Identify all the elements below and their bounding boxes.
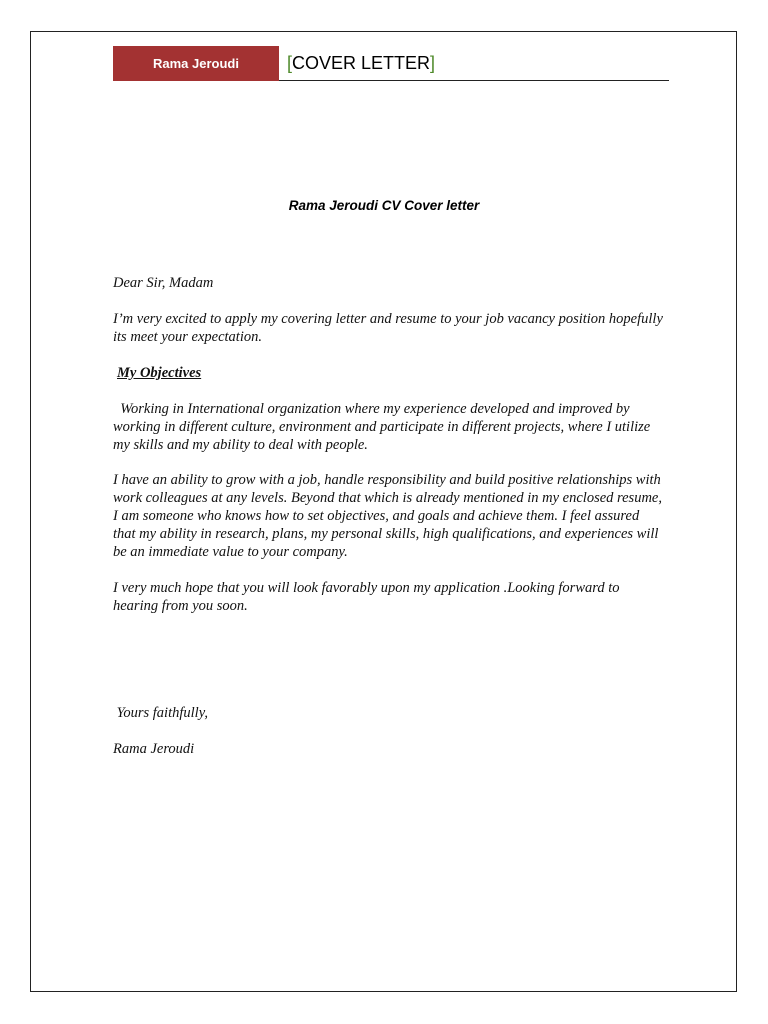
header-author-name: Rama Jeroudi bbox=[153, 56, 239, 71]
header-title bbox=[287, 51, 435, 75]
document-title: Rama Jeroudi CV Cover letter bbox=[288, 198, 480, 213]
header-title-text: COVER LETTER bbox=[292, 53, 431, 73]
objectives-heading-text: My Objectives bbox=[117, 365, 202, 381]
skills-paragraph: I have an ability to grow with a job, handle responsibility and build positive relationships with work colleagues at any levels. Beyond that which is already mentioned in my enclosed resume, I am someone who knows how to set objectives, and goals and achieve them. I feel assured that my ability in research, plans, my personal skills, high qualifications, and experiences will be an immediate value to your company. bbox=[113, 472, 662, 560]
objectives-paragraph: Working in International organization where my experience developed and improved by working in different culture, environment and participate in different projects, where I utilize my skills and my ability to deal with people. bbox=[113, 401, 654, 453]
header-bracket-open: [ bbox=[287, 53, 293, 73]
header-divider bbox=[279, 80, 669, 81]
closing-paragraph: I very much hope that you will look favorably upon my application .Looking forward to hearing from you soon. bbox=[113, 580, 620, 614]
objectives-heading bbox=[117, 364, 667, 382]
signature: Rama Jeroudi bbox=[113, 741, 195, 757]
salutation: Dear Sir, Madam bbox=[113, 275, 214, 291]
header-author-band bbox=[113, 46, 279, 81]
valediction: Yours faithfully, bbox=[113, 705, 208, 721]
intro-paragraph: I’m very excited to apply my covering letter and resume to your job vacancy position hopefully its meet your expectation. bbox=[113, 311, 663, 345]
header-bracket-close: ] bbox=[430, 53, 436, 73]
